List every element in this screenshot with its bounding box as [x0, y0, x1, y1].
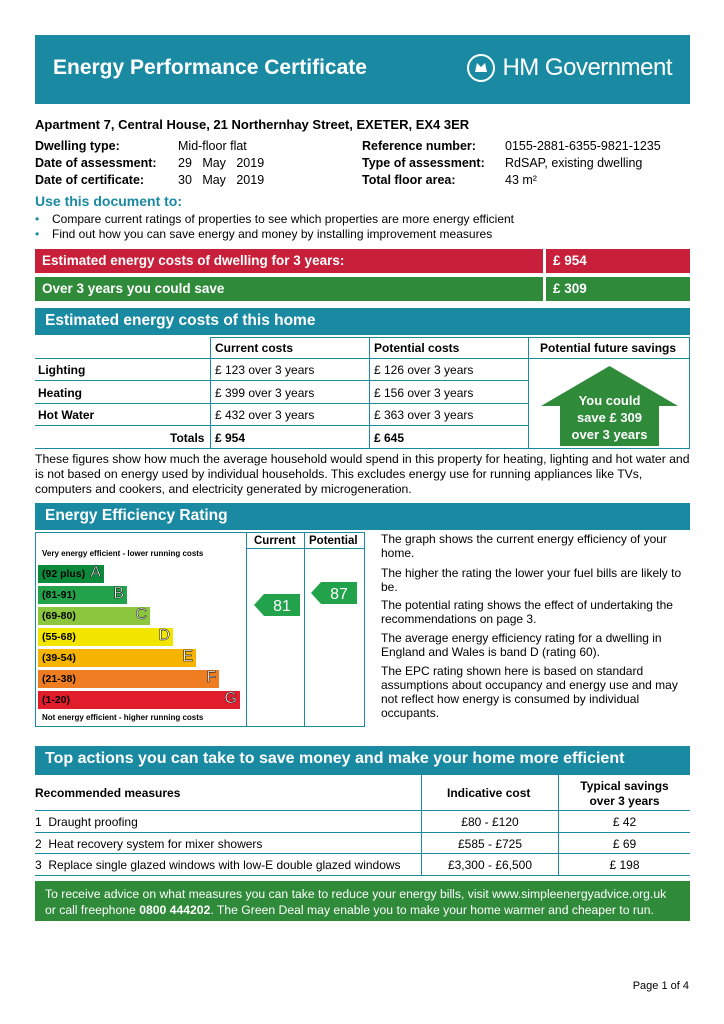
band-range: (69-80): [42, 610, 76, 622]
row-lighting-current: £ 123 over 3 years: [215, 363, 315, 377]
action-cost: £3,300 - £6,500: [447, 858, 533, 872]
efficiency-band-a: [38, 565, 104, 583]
efficiency-text-5: The EPC rating shown here is based on standard assumptions about occupancy and energy use and may not reflect how energy is consumed by individual occupants.: [381, 664, 678, 720]
dwelling-type-label: Dwelling type:: [35, 139, 120, 153]
band-range: (92 plus): [42, 568, 86, 580]
col-typical-savings: Typical savings over 3 years: [580, 779, 669, 808]
actions-heading: Top actions you can take to save money and make your home more efficient: [35, 746, 690, 775]
col-recommended-measures: Recommended measures: [35, 786, 181, 800]
efficiency-heading: Energy Efficiency Rating: [35, 503, 690, 530]
col-current-rating: Current: [254, 535, 296, 547]
use-bullet: • Find out how you can save energy and money by installing improvement measures: [35, 227, 493, 241]
date-certificate-label: Date of certificate:: [35, 173, 145, 187]
row-heating-current: £ 399 over 3 years: [215, 386, 315, 400]
efficiency-band-g: [38, 691, 240, 709]
action-saving: £ 198: [609, 858, 640, 872]
efficiency-band-f: [38, 670, 219, 688]
band-letter: B: [113, 585, 124, 602]
band-range: (21-38): [42, 673, 76, 685]
col-potential-rating: Potential: [309, 535, 358, 547]
use-document-title: Use this document to:: [35, 193, 183, 209]
row-hotwater-current: £ 432 over 3 years: [215, 408, 315, 422]
band-range: (39-54): [42, 652, 76, 664]
current-rating-value: 81: [273, 598, 291, 615]
efficiency-top-note: Very energy efficient - lower running costs: [42, 549, 204, 558]
action-cost: £80 - £120: [461, 815, 519, 829]
band-letter: F: [206, 669, 216, 686]
band-letter: D: [158, 627, 170, 644]
energy-costs-heading: Estimated energy costs of this home: [35, 308, 690, 335]
efficiency-band-d: [38, 628, 173, 646]
savings-value: £ 309: [546, 277, 690, 301]
type-assessment-label: Type of assessment:: [362, 156, 485, 170]
potential-rating-value: 87: [330, 586, 348, 603]
efficiency-text-3: The potential rating shows the effect of undertaking the recommendations on page 3.: [381, 598, 673, 626]
band-letter: G: [224, 690, 237, 707]
savings-bar: [35, 277, 690, 301]
efficiency-text-2: The higher the rating the lower your fuel bills are likely to be.: [381, 566, 682, 594]
estimated-cost-bar: [35, 249, 690, 273]
type-assessment-value: RdSAP, existing dwelling: [505, 156, 643, 170]
action-row: 3 Replace single glazed windows with low-E double glazed windows: [35, 858, 401, 872]
property-address: Apartment 7, Central House, 21 Northernhay Street, EXETER, EX4 3ER: [35, 117, 470, 132]
government-name: HM Government: [502, 54, 672, 81]
savings-arrow-line2: save £ 309: [576, 410, 643, 425]
efficiency-bottom-note: Not energy efficient - higher running costs: [42, 713, 204, 722]
row-lighting-label: Lighting: [38, 363, 86, 377]
efficiency-text-4: The average energy efficiency rating for a dwelling in England and Wales is band D (rating 60).: [381, 631, 662, 659]
hm-government-logo: [466, 53, 672, 83]
floor-area-value: 43 m²: [505, 173, 537, 187]
floor-area-label: Total floor area:: [362, 173, 456, 187]
band-letter: C: [135, 606, 147, 623]
col-indicative-cost: Indicative cost: [447, 786, 531, 800]
band-letter: A: [90, 564, 101, 581]
action-row: 1 Draught proofing: [35, 815, 138, 829]
totals-potential: £ 645: [374, 431, 405, 445]
savings-label: Over 3 years you could save: [35, 277, 543, 301]
date-assessment-label: Date of assessment:: [35, 156, 157, 170]
potential-rating-arrow: [311, 582, 357, 604]
totals-label: Totals: [170, 431, 205, 445]
action-saving: £ 42: [612, 815, 637, 829]
estimated-cost-label: Estimated energy costs of dwelling for 3 years:: [35, 249, 543, 273]
totals-current: £ 954: [215, 431, 246, 445]
date-assessment-value: 29 May 2019: [178, 156, 265, 170]
current-rating-arrow: [254, 594, 300, 616]
use-bullet: • Compare current ratings of properties to see which properties are more energy efficient: [35, 212, 515, 226]
certificate-header: [35, 35, 690, 104]
efficiency-band-e: [38, 649, 196, 667]
estimated-cost-value: £ 954: [546, 249, 690, 273]
efficiency-text-1: The graph shows the current energy efficiency of your home.: [381, 532, 667, 560]
col-future-savings: Potential future savings: [540, 341, 677, 355]
crest-icon: [466, 53, 496, 83]
certificate-title: Energy Performance Certificate: [53, 56, 367, 79]
row-hotwater-potential: £ 363 over 3 years: [374, 408, 474, 422]
col-current-costs: Current costs: [215, 341, 294, 355]
freephone-number: 0800 444202: [139, 903, 211, 917]
costs-explanation: These figures show how much the average household would spend in this property for heating, lighting and hot water and is not based on energy used by individual households. This excludes energy use for running appliances like TVs, computers and cookers, and electricity generated by microgeneration.: [35, 452, 690, 496]
savings-arrow: [541, 366, 678, 446]
action-saving: £ 69: [612, 837, 637, 851]
efficiency-band-c: [38, 607, 150, 625]
band-letter: E: [182, 648, 193, 665]
band-range: (55-68): [42, 631, 76, 643]
action-row: 2 Heat recovery system for mixer showers: [35, 837, 263, 851]
efficiency-band-b: [38, 586, 127, 604]
date-certificate-value: 30 May 2019: [178, 173, 265, 187]
dwelling-type-value: Mid-floor flat: [178, 139, 247, 153]
row-heating-label: Heating: [38, 386, 83, 400]
col-potential-costs: Potential costs: [374, 341, 460, 355]
row-lighting-potential: £ 126 over 3 years: [374, 363, 474, 377]
savings-arrow-line1: You could: [578, 393, 641, 408]
page-number: Page 1 of 4: [632, 980, 689, 992]
action-cost: £585 - £725: [457, 837, 523, 851]
reference-value: 0155-2881-6355-9821-1235: [505, 139, 661, 153]
advice-footer: To receive advice on what measures you can take to reduce your energy bills, visit www.simpleenergyadvice.org.uk or call freephone 0800 444202. The Green Deal may enable you to make your home warmer and cheaper to run.: [35, 881, 690, 921]
band-range: (81-91): [42, 589, 76, 601]
savings-arrow-line3: over 3 years: [571, 427, 648, 442]
row-heating-potential: £ 156 over 3 years: [374, 386, 474, 400]
row-hotwater-label: Hot Water: [38, 408, 95, 422]
band-range: (1-20): [42, 694, 71, 706]
reference-label: Reference number:: [362, 139, 476, 153]
